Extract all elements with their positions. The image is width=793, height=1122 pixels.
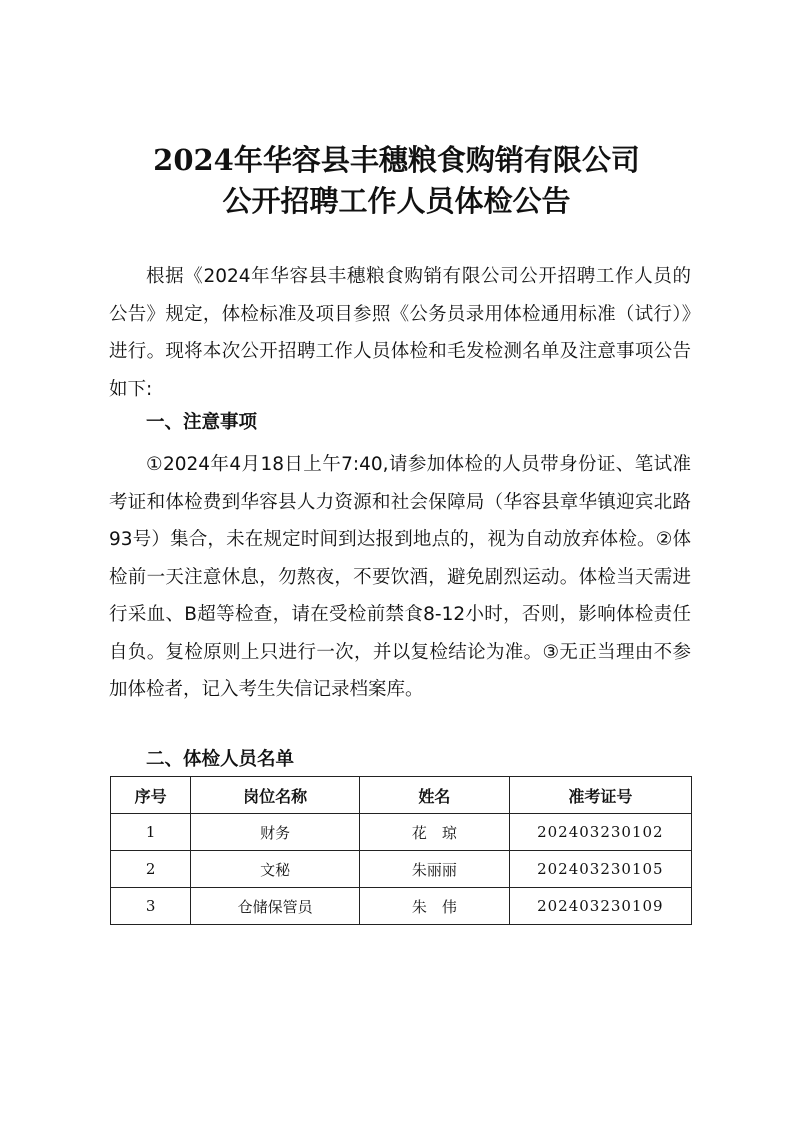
header-exam-id: 准考证号 (509, 777, 691, 814)
table-row (111, 851, 692, 888)
cell-post: 仓储保管员 (191, 888, 360, 925)
notes-paragraph: ①2024年4月18日上午7:40,请参加体检的人员带身份证、笔试准考证和体检费到华容县人力资源和社会保障局（华容县章华镇迎宾北路93号）集合，未在规定时间到达报到地点的，视为自动放弃体检。②体检前一天注意休息，勿熬夜，不要饮酒，避免剧烈运动。体检当天需进行采血、B超等检查，请在受检前禁食8-12小时，否则，影响体检责任自负。复检原则上只进行一次，并以复检结论为准。③无正当理由不参加体检者，记入考生失信记录档案库。 (109, 454, 691, 700)
exam-roster-table (110, 776, 692, 925)
header-name: 姓名 (360, 777, 509, 814)
cell-name: 花 琼 (360, 814, 509, 851)
cell-exam-id: 202403230109 (509, 888, 691, 925)
table-header-row (111, 777, 692, 814)
table-row (111, 888, 692, 925)
table-row (111, 814, 692, 851)
section-heading-roster: 二、体检人员名单 (146, 749, 295, 770)
cell-seq: 3 (111, 888, 191, 925)
cell-seq: 1 (111, 814, 191, 851)
cell-seq: 2 (111, 851, 191, 888)
cell-post: 财务 (191, 814, 360, 851)
cell-name: 朱 伟 (360, 888, 509, 925)
cell-name: 朱丽丽 (360, 851, 509, 888)
header-seq: 序号 (111, 777, 191, 814)
section-heading-notes: 一、注意事项 (146, 412, 258, 433)
intro-paragraph: 根据《2024年华容县丰穗粮食购销有限公司公开招聘工作人员的公告》规定，体检标准及项目参照《公务员录用体检通用标准（试行）》进行。现将本次公开招聘工作人员体检和毛发检测名单及注意事项公告如下: (109, 266, 691, 400)
header-post: 岗位名称 (191, 777, 360, 814)
cell-exam-id: 202403230102 (509, 814, 691, 851)
cell-post: 文秘 (191, 851, 360, 888)
cell-exam-id: 202403230105 (509, 851, 691, 888)
document-title-line1: 2024年华容县丰穗粮食购销有限公司 (153, 143, 640, 177)
document-title-line2: 公开招聘工作人员体检公告 (222, 184, 571, 218)
